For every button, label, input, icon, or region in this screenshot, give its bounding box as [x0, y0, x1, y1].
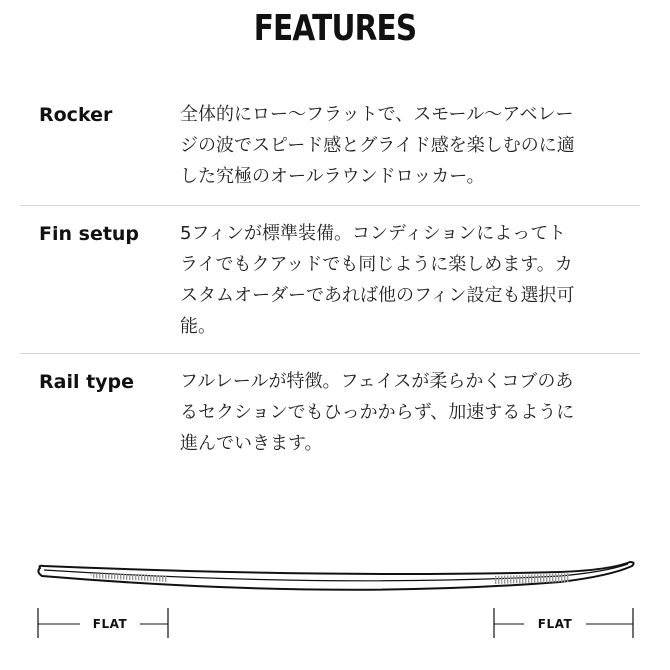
feature-label-fin-setup: Fin setup — [39, 223, 140, 245]
feature-row-rail-type — [20, 371, 640, 471]
feature-text-line: フルレールが特徴。フェイスが柔らかくコブのあ — [180, 371, 574, 392]
feature-text-rail-type — [180, 366, 625, 459]
feature-text-line: 能。 — [180, 316, 216, 337]
feature-row-fin-setup — [20, 223, 640, 353]
page-title: FEATURES — [253, 8, 417, 49]
flat-label-right: FLAT — [537, 617, 573, 631]
feature-text-fin-setup — [180, 218, 625, 342]
feature-text-line: ライでもクアッドでも同じように楽しめます。カ — [180, 254, 573, 275]
feature-text-line: ジの波でスピード感とグライド感を楽しむのに適 — [180, 135, 575, 156]
feature-text-line: 5フィンが標準装備。コンディションによってト — [180, 223, 566, 244]
feature-label-rail-type: Rail type — [39, 371, 135, 393]
feature-text-line: るセクションでもひっかからず、加速するように — [180, 402, 575, 423]
feature-row-rocker — [20, 104, 640, 204]
divider — [20, 205, 640, 206]
divider — [20, 353, 640, 354]
feature-text-line: 全体的にロー～フラットで、スモール～アベレー — [180, 104, 574, 125]
feature-text-line: した究極のオールラウンドロッカー。 — [180, 166, 485, 187]
flat-label-left: FLAT — [92, 617, 128, 631]
feature-text-line: 進んでいきます。 — [180, 433, 323, 454]
feature-text-line: スタムオーダーであれば他のフィン設定も選択可 — [180, 285, 575, 306]
feature-label-rocker: Rocker — [39, 104, 113, 126]
rocker-diagram — [0, 540, 670, 650]
feature-text-rocker — [180, 99, 625, 192]
